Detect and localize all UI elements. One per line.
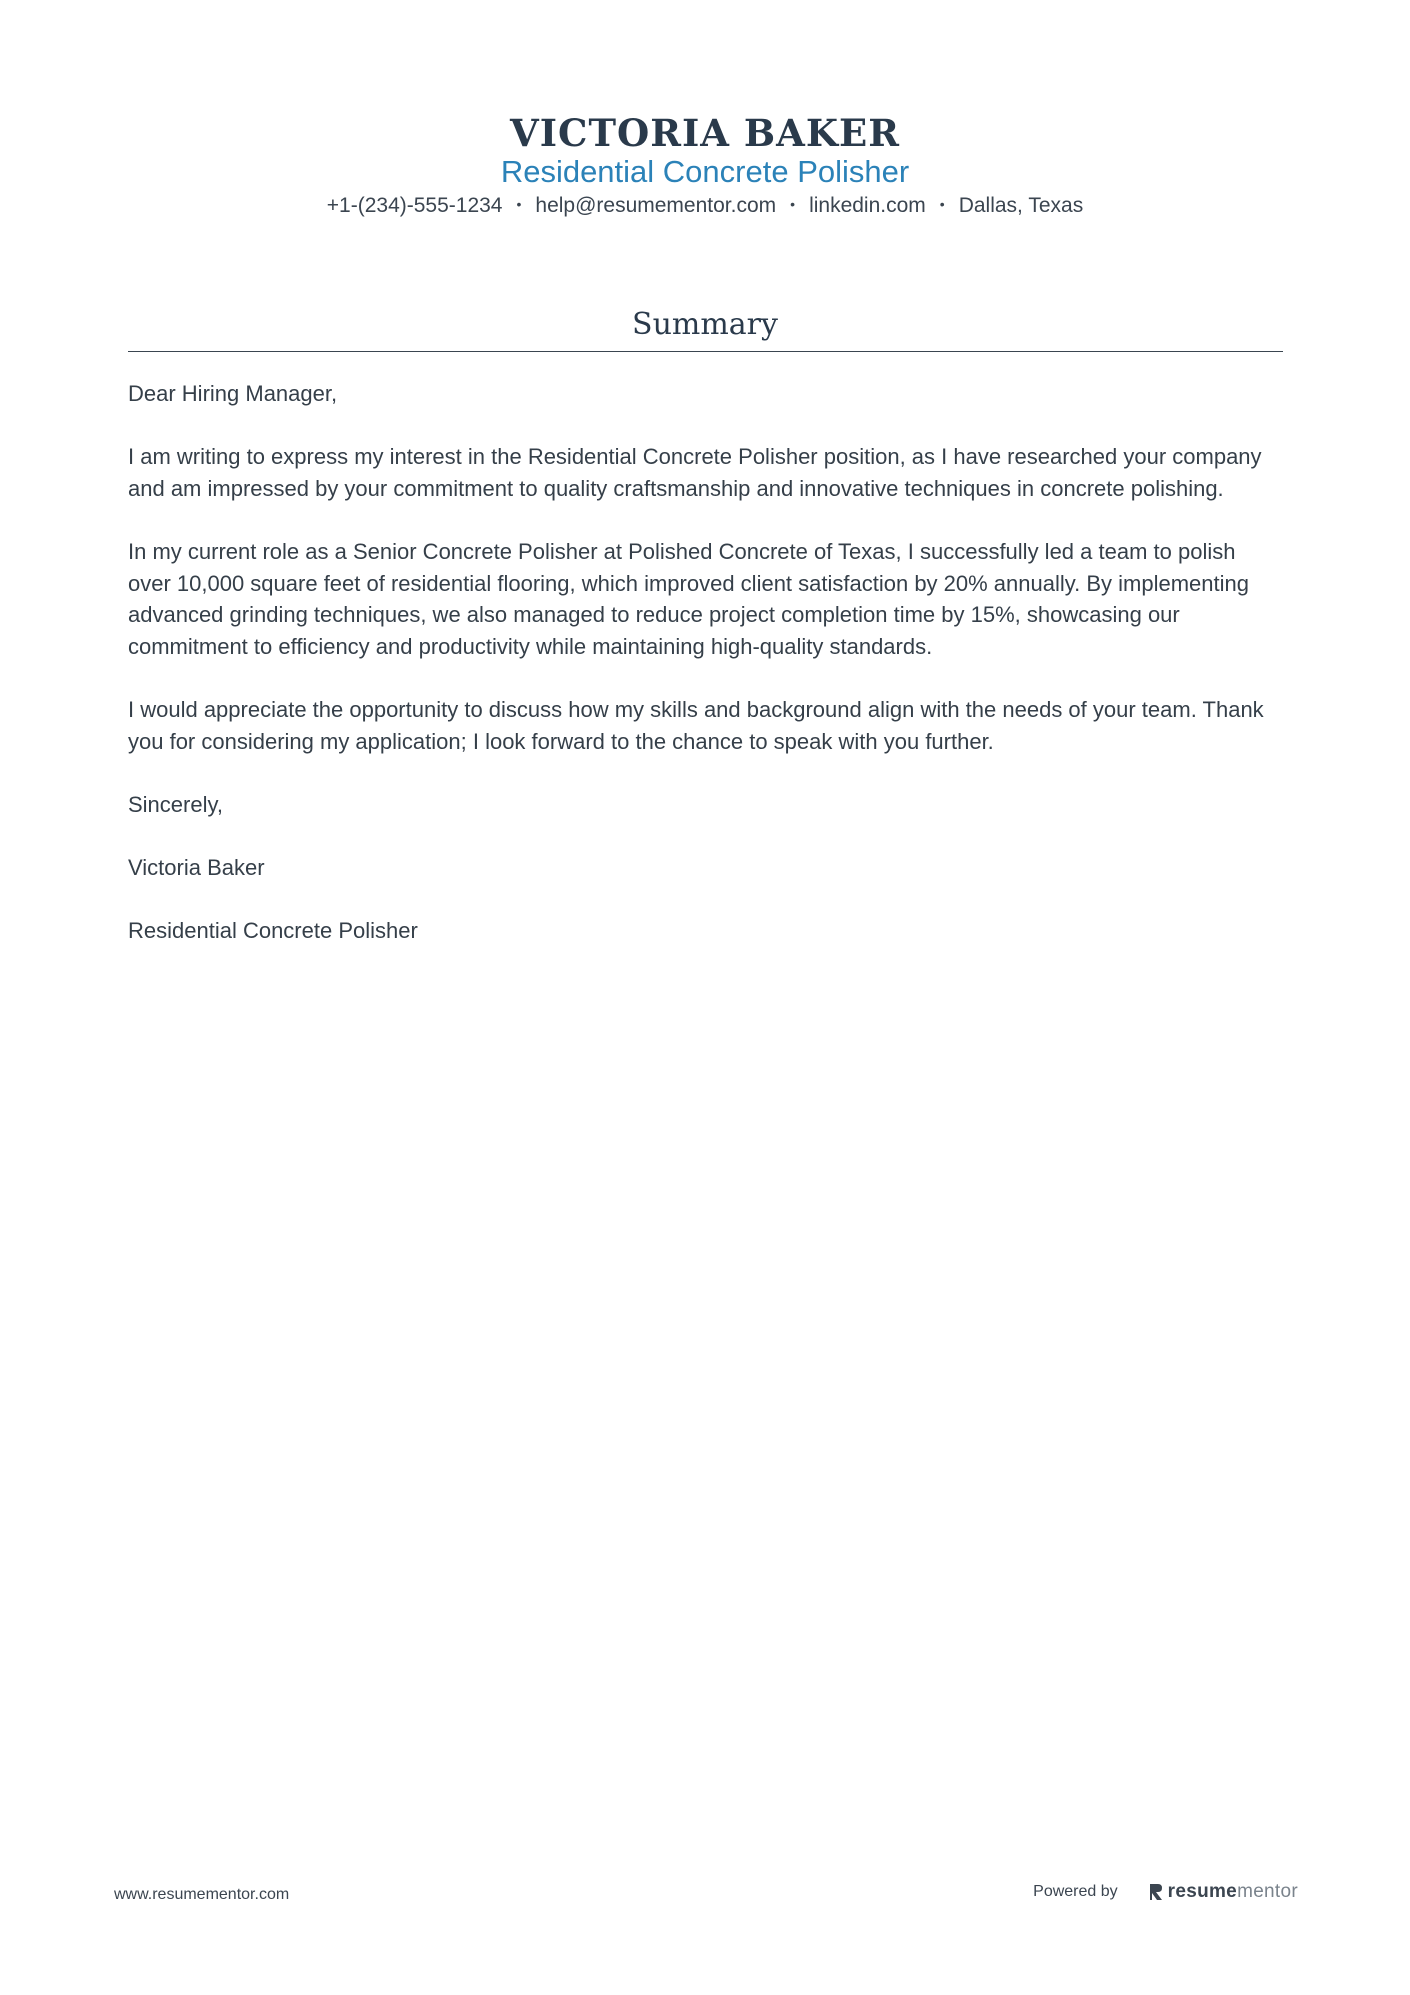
contact-separator: • <box>790 196 796 213</box>
candidate-name: VICTORIA BAKER <box>510 111 900 155</box>
brand-text-bold: resume <box>1167 1881 1238 1902</box>
cover-letter-body <box>128 378 1283 978</box>
section-title-summary: Summary <box>632 307 778 342</box>
letter-paragraph: I am writing to express my interest in the Residential Concrete Polisher position, as I have researched your company and am impressed by your commitment to quality craftsmanship and innovative techniques in concrete polishing. <box>128 444 1262 501</box>
contact-separator: • <box>516 196 522 213</box>
contact-email[interactable]: help@resumementor.com <box>535 194 777 217</box>
contact-phone: +1-(234)-555-1234 <box>326 194 503 217</box>
powered-by-label: Powered by <box>1033 1883 1118 1900</box>
footer-website[interactable]: www.resumementor.com <box>114 1886 290 1903</box>
contact-line <box>0 192 1410 220</box>
section-divider <box>128 351 1283 352</box>
letter-paragraph: I would appreciate the opportunity to discuss how my skills and background align with the needs of your team. Thank you for considering my application; I look forward to the chance to speak with you further. <box>128 696 1264 754</box>
signature-title: Residential Concrete Polisher <box>128 918 418 944</box>
resumementor-logo-icon <box>1148 1882 1164 1902</box>
resumementor-logo[interactable] <box>1148 1881 1298 1903</box>
letter-greeting: Dear Hiring Manager, <box>128 381 338 406</box>
letter-paragraph: In my current role as a Senior Concrete Polisher at Polished Concrete of Texas, I successfully led a team to polish over 10,000 square feet of residential flooring, which improved client satisfaction by 20% annually. By implementing advanced grinding techniques, we also managed to reduce project completion time by 15%, showcasing our commitment to efficiency and productivity while maintaining high-quality standards. <box>128 538 1249 659</box>
contact-location: Dallas, Texas <box>958 194 1084 217</box>
candidate-role: Residential Concrete Polisher <box>500 154 910 189</box>
contact-separator: • <box>939 196 945 213</box>
signature-name: Victoria Baker <box>128 854 265 880</box>
letter-closing: Sincerely, <box>128 791 223 817</box>
resume-header <box>0 112 1410 220</box>
contact-linkedin[interactable]: linkedin.com <box>809 194 926 217</box>
footer-branding <box>1033 1881 1298 1903</box>
brand-text-light: mentor <box>1237 1881 1298 1902</box>
